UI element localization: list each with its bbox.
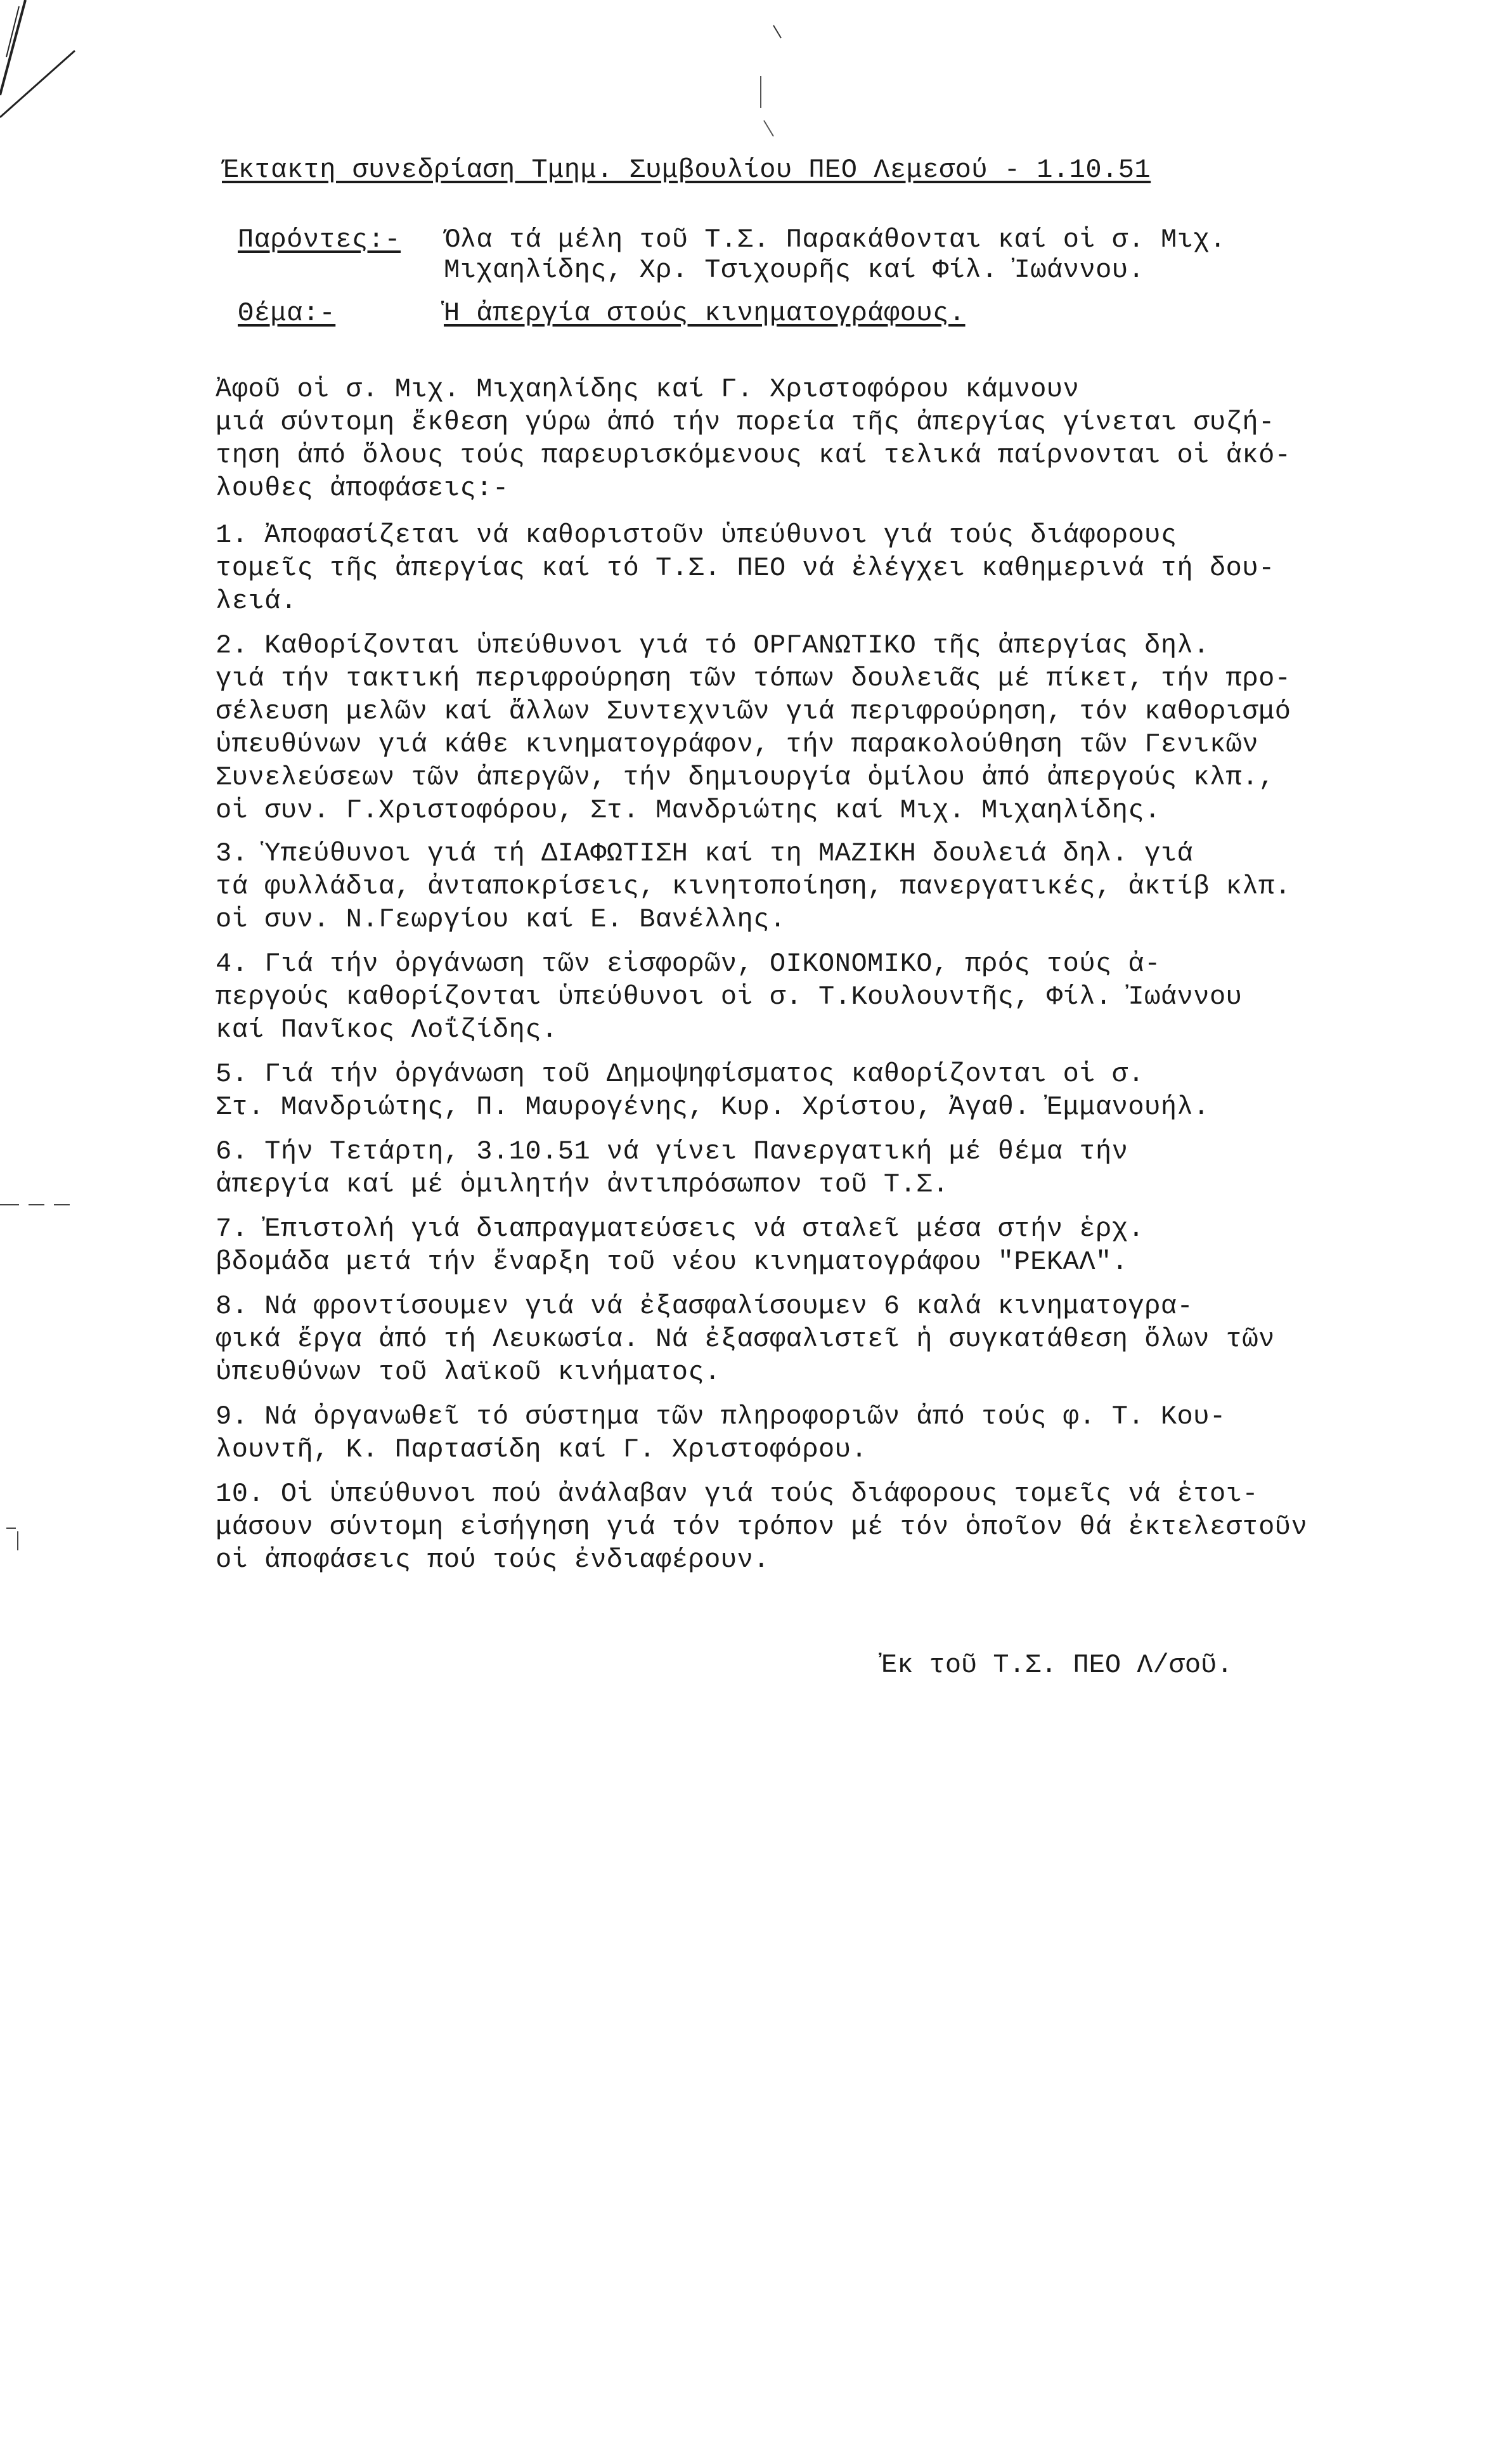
scan-margin-mark bbox=[0, 1522, 25, 1560]
intro-paragraph: Ἀφοῦ οἱ σ. Μιχ. Μιχαηλίδης καί Γ. Χριστοφόρου κάμνουν μιά σύντομη ἔκθεση γύρω ἀπό τήν πορεία τῆς ἀπεργίας γίνεται συζή- τηση ἀπό ὅλους τούς παρευρισκόμενους καί τελικά παίρνονται οἱ ἀκό- λουθες ἀποφάσεις:- bbox=[216, 374, 1291, 503]
decision-4: 4. Γιά τήν ὀργάνωση τῶν εἰσφορῶν, ΟΙΚΟΝΟΜΙΚΟ, πρός τούς ἀ- περγούς καθορίζονται ὑπεύθυνοι οἱ σ. Τ.Κουλουντῆς, Φίλ. Ἰωάννου καί Πανῖκος Λοΐζίδης. bbox=[216, 949, 1243, 1045]
decision-9: 9. Νά ὀργανωθεῖ τό σύστημα τῶν πληροφοριῶν ἀπό τούς φ. Τ. Κου- λουντῆ, Κ. Παρτασίδη καί Γ. Χριστοφόρου. bbox=[216, 1401, 1226, 1465]
present-label: Παρόντες:- bbox=[238, 224, 401, 255]
subject-label: Θέμα:- bbox=[238, 298, 336, 328]
scan-margin-dashes bbox=[0, 1192, 76, 1217]
decision-8: 8. Νά φροντίσουμεν γιά νά ἐξασφαλίσουμεν 6 καλά κινηματογρα- φικά ἔργα ἀπό τή Λευκωσία. Νά ἐξασφαλιστεῖ ἡ συγκατάθεση ὅλων τῶν ὑπευθύνων τοῦ λαϊκοῦ κινήματος. bbox=[216, 1291, 1275, 1387]
present-line-1: Όλα τά μέλη τοῦ Τ.Σ. Παρακάθονται καί οἱ σ. Μιχ. bbox=[444, 224, 1226, 255]
document-title: Έκτακτη συνεδρίαση Τμημ. Συμβουλίου ΠΕΟ Λεμεσού - 1.10.51 bbox=[222, 155, 1151, 185]
scan-edge-mark bbox=[0, 0, 89, 120]
decision-7: 7. Ἐπιστολή γιά διαπραγματεύσεις νά σταλεῖ μέσα στήν ἑρχ. βδομάδα μετά τήν ἔναρξη τοῦ νέου κινηματογράφου "ΡΕΚΑΛ". bbox=[216, 1214, 1145, 1277]
decision-10: 10. Οἱ ὑπεύθυνοι πού ἀνάλαβαν γιά τούς διάφορους τομεῖς νά ἑτοι- μάσουν σύντομη εἰσήγηση γιά τόν τρόπον μέ τόν ὁποῖον θά ἐκτελεστοῦν οἱ ἀποφάσεις πού τούς ἐνδιαφέρουν. bbox=[216, 1479, 1308, 1575]
subject-text: Ἡ ἀπεργία στούς κινηματογράφους. bbox=[444, 298, 966, 328]
scan-punch-mark bbox=[748, 13, 799, 139]
present-line-2: Μιχαηλίδης, Χρ. Τσιχουρῆς καί Φίλ. Ἰωάννου. bbox=[444, 255, 1145, 285]
decision-1: 1. Ἀποφασίζεται νά καθοριστοῦν ὑπεύθυνοι γιά τούς διάφορους τομεῖς τῆς ἀπεργίας καί τό Τ.Σ. ΠΕΟ νά ἐλέγχει καθημερινά τή δου- λειά. bbox=[216, 520, 1275, 616]
signature-line: Ἐκ τοῦ Τ.Σ. ΠΕΟ Λ/σοῦ. bbox=[881, 1650, 1233, 1680]
decision-2: 2. Καθορίζονται ὑπεύθυνοι γιά τό ΟΡΓΑΝΩΤΙΚΟ τῆς ἀπεργίας δηλ. γιά τήν τακτική περιφρούρηση τῶν τόπων δουλειᾶς μέ πίκετ, τήν προ- σέλευση μελῶν καί ἄλλων Συντεχνιῶν γιά περιφρούρηση, τόν καθορισμό ὑπευθύνων γιά κάθε κινηματογράφον, τήν παρακολούθηση τῶν Γενικῶν Συνελεύσεων τῶν ἀπεργῶν, τήν δημιουργία ὁμίλου ἀπό ἀπεργούς κλπ., οἱ συν. Γ.Χριστοφόρου, Στ. Μανδριώτης καί Μιχ. Μιχαηλίδης. bbox=[216, 630, 1291, 826]
decision-6: 6. Τήν Τετάρτη, 3.10.51 νά γίνει Πανεργατική μέ θέμα τήν ἀπεργία καί μέ ὁμιλητήν ἀντιπρόσωπον τοῦ Τ.Σ. bbox=[216, 1136, 1128, 1200]
decision-3: 3. Ὑπεύθυνοι γιά τή ΔΙΑΦΩΤΙΣΗ καί τη ΜΑΖΙΚΗ δουλειά δηλ. γιά τά φυλλάδια, ἀνταποκρίσεις, κινητοποίηση, πανεργατικές, ἀκτίβ κλπ. οἱ συν. Ν.Γεωργίου καί Ε. Βανέλλης. bbox=[216, 838, 1291, 935]
decision-5: 5. Γιά τήν ὀργάνωση τοῦ Δημοψηφίσματος καθορίζονται οἱ σ. Στ. Μανδριώτης, Π. Μαυρογένης, Κυρ. Χρίστου, Ἀγαθ. Ἐμμανουήλ. bbox=[216, 1059, 1210, 1122]
